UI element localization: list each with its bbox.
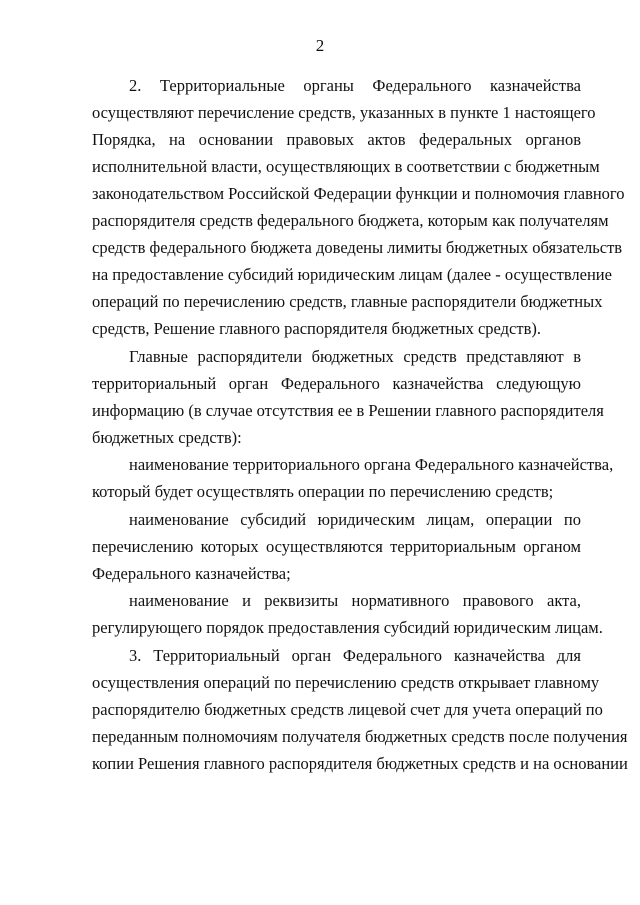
- text-line: распорядителя средств федерального бюджета, которым как получателям: [92, 211, 609, 230]
- text-line: законодательством Российской Федерации функции и полномочия главного: [92, 184, 625, 203]
- text-line: перечислению которых осуществляются территориальным органом: [92, 537, 581, 556]
- text-line: средств федерального бюджета доведены лимиты бюджетных обязательств: [92, 238, 623, 257]
- text-line: средств, Решение главного распорядителя бюджетных средств).: [92, 319, 541, 338]
- text-line: на предоставление субсидий юридическим лицам (далее - осуществление: [92, 265, 612, 284]
- text-line: наименование территориального органа Федерального казначейства,: [129, 455, 614, 474]
- text-line: 2. Территориальные органы Федерального казначейства: [129, 76, 581, 95]
- text-line: Главные распорядители бюджетных средств представляют в: [129, 347, 581, 366]
- text-line: бюджетных средств):: [92, 428, 242, 447]
- text-line: наименование субсидий юридическим лицам, операции по: [129, 510, 581, 529]
- text-line: исполнительной власти, осуществляющих в соответствии с бюджетным: [92, 157, 600, 176]
- text-line: информацию (в случае отсутствия ее в Решении главного распорядителя: [92, 401, 604, 420]
- text-line: 3. Территориальный орган Федерального казначейства для: [129, 646, 581, 665]
- text-line: операций по перечислению средств, главные распорядители бюджетных: [92, 292, 603, 311]
- page-number: 2: [315, 36, 325, 55]
- text-line: который будет осуществлять операции по перечислению средств;: [92, 482, 554, 501]
- text-line: Порядка, на основании правовых актов федеральных органов: [92, 130, 581, 149]
- text-line: Федерального казначейства;: [92, 564, 291, 583]
- text-line: переданным полномочиям получателя бюджетных средств после получения: [92, 727, 628, 746]
- text-line: территориальный орган Федерального казначейства следующую: [92, 374, 581, 393]
- text-line: копии Решения главного распорядителя бюджетных средств и на основании: [92, 754, 628, 773]
- text-line: осуществления операций по перечислению средств открывает главному: [92, 673, 600, 692]
- text-line: осуществляют перечисление средств, указанных в пункте 1 настоящего: [92, 103, 596, 122]
- text-line: распорядителю бюджетных средств лицевой счет для учета операций по: [92, 700, 603, 719]
- text-line: регулирующего порядок предоставления субсидий юридическим лицам.: [92, 618, 603, 637]
- text-line: наименование и реквизиты нормативного правового акта,: [129, 591, 581, 610]
